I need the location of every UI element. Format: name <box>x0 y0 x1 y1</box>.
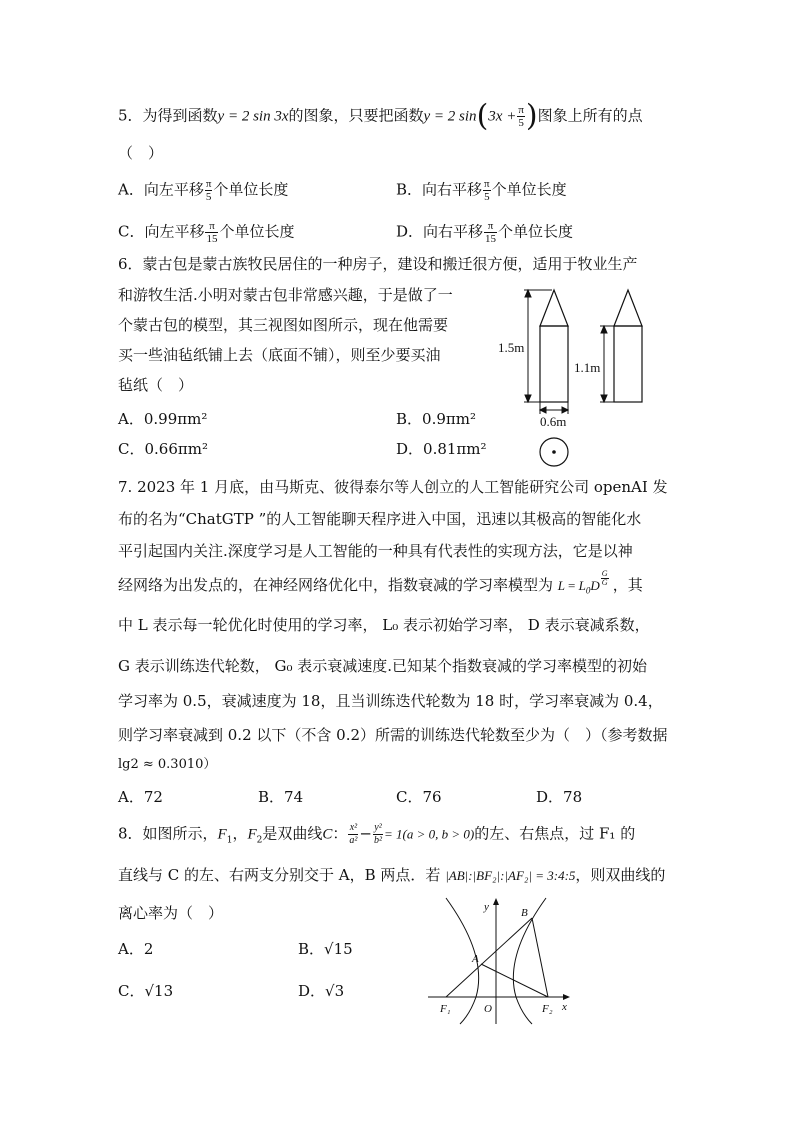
q6-line1: 6．蒙古包是蒙古族牧民居住的一种房子，建设和搬迁很方便，适用于牧业生产 <box>118 255 638 273</box>
q5-option-c[interactable]: C．向左平移 $\frac{\pi}{15}$ 个单位长度 <box>118 220 295 245</box>
q8-option-d[interactable]: D．√3 <box>298 982 345 1000</box>
q6-option-d[interactable]: D．0.81πm² <box>396 440 487 458</box>
q5-option-b[interactable]: B．向右平移 $\frac{\pi}{5}$ 个单位长度 <box>396 178 567 203</box>
q7-option-a[interactable]: A．72 <box>118 788 163 806</box>
dim-0-6m: 0.6m <box>540 414 567 429</box>
q6-three-view-figure <box>488 282 674 472</box>
q7-line7: 学习率为 0.5，衰减速度为 18，且当训练迭代轮数为 18 时，学习率衰减为 0.4， <box>118 692 663 710</box>
label-b: B <box>521 907 528 919</box>
q7-option-c[interactable]: C．76 <box>396 788 442 806</box>
top-view-center <box>552 450 556 454</box>
q8-line3: 离心率为（ ） <box>118 904 224 922</box>
q7-line8: 则学习率衰减到 0.2 以下（不含 0.2）所需的训练迭代轮数至少为（ ）（参考数据 <box>118 726 668 744</box>
q7-line9: lg2 ≈ 0.3010） <box>118 757 217 772</box>
q6-line5: 毡纸（ ） <box>118 376 194 394</box>
q7-line3: 平引起国内关注.深度学习是人工智能的一种具有代表性的实现方法，它是以神 <box>118 542 633 560</box>
q5-stem: 5．为得到函数y = 2 sin 3x的图象，只要把函数y = 2 sin(3x + $\frac{\pi}{5}$ )图象上所有的点 <box>118 98 643 134</box>
label-f2: F₂ <box>542 1003 553 1015</box>
line-f1-b <box>446 918 532 997</box>
q7-line6: G 表示训练迭代轮数， G₀ 表示衰减速度.已知某个指数衰减的学习率模型的初始 <box>118 657 648 675</box>
label-a: A <box>472 953 479 965</box>
q7-option-b[interactable]: B．74 <box>258 788 304 806</box>
dim-1-1m: 1.1m <box>574 360 601 375</box>
q5-option-a[interactable]: A．向左平移 $\frac{\pi}{5}$ 个单位长度 <box>118 178 289 203</box>
side-view <box>614 290 642 402</box>
q8-line2: 直线与 C 的左、右两支分别交于 A，B 两点．若 |AB|:|BF₂|:|AF₂| = 3:4:5，则双曲线的 <box>118 866 666 884</box>
label-y: y <box>484 901 489 913</box>
line-b-f2 <box>532 918 548 997</box>
q7-line4: 经网络为出发点的，在神经网络优化中，指数衰减的学习率模型为 $L = L_0D$ $\frac{G}{G}$ ，其 <box>118 569 643 596</box>
q7-option-d[interactable]: D．78 <box>536 788 583 806</box>
q8-line1: 8．如图所示，$F_1$，$F_2$是双曲线C： $\frac{\text{x²}}{\text{a²}}$ − $\frac{\text{y²}}{\text{b²}}$ = 1(a > 0, b > 0)的左、右焦点，过 F₁ 的 <box>118 822 636 846</box>
label-o: O <box>484 1003 492 1015</box>
q8-hyperbola-figure <box>426 896 576 1026</box>
q8-option-c[interactable]: C．√13 <box>118 982 174 1000</box>
q6-option-c[interactable]: C．0.66πm² <box>118 440 208 458</box>
q7-line1: 7. 2023 年 1 月底，由马斯克、彼得泰尔等人创立的人工智能研究公司 openAI 发 <box>118 478 668 496</box>
q6-line2: 和游牧生活.小明对蒙古包非常感兴趣，于是做了一 <box>118 286 453 304</box>
q7-line2: 布的名为“ChatGTP ”的人工智能聊天程序进入中国，迅速以其极高的智能化水 <box>118 510 642 528</box>
q6-line3: 个蒙古包的模型，其三视图如图所示，现在他需要 <box>118 316 449 334</box>
q8-option-b[interactable]: B．√15 <box>298 940 353 958</box>
q5-paren: （ ） <box>118 144 164 162</box>
q8-option-a[interactable]: A．2 <box>118 940 154 958</box>
label-f1: F₁ <box>440 1003 451 1015</box>
q7-line5: 中 L 表示每一轮优化时使用的学习率， L₀ 表示初始学习率， D 表示衰减系数， <box>118 616 650 634</box>
q6-option-b[interactable]: B．0.9πm² <box>396 410 476 428</box>
label-x: x <box>562 1001 567 1013</box>
q5-option-d[interactable]: D．向右平移 $\frac{\pi}{15}$ 个单位长度 <box>396 220 574 245</box>
q7-formula: $L = L_0D$ $\frac{G}{G}$ <box>557 569 608 596</box>
front-view <box>540 290 568 402</box>
dim-1-5m: 1.5m <box>498 340 525 355</box>
q6-line4: 买一些油毡纸铺上去（底面不铺），则至少要买油 <box>118 346 441 364</box>
q6-option-a[interactable]: A．0.99πm² <box>118 410 208 428</box>
